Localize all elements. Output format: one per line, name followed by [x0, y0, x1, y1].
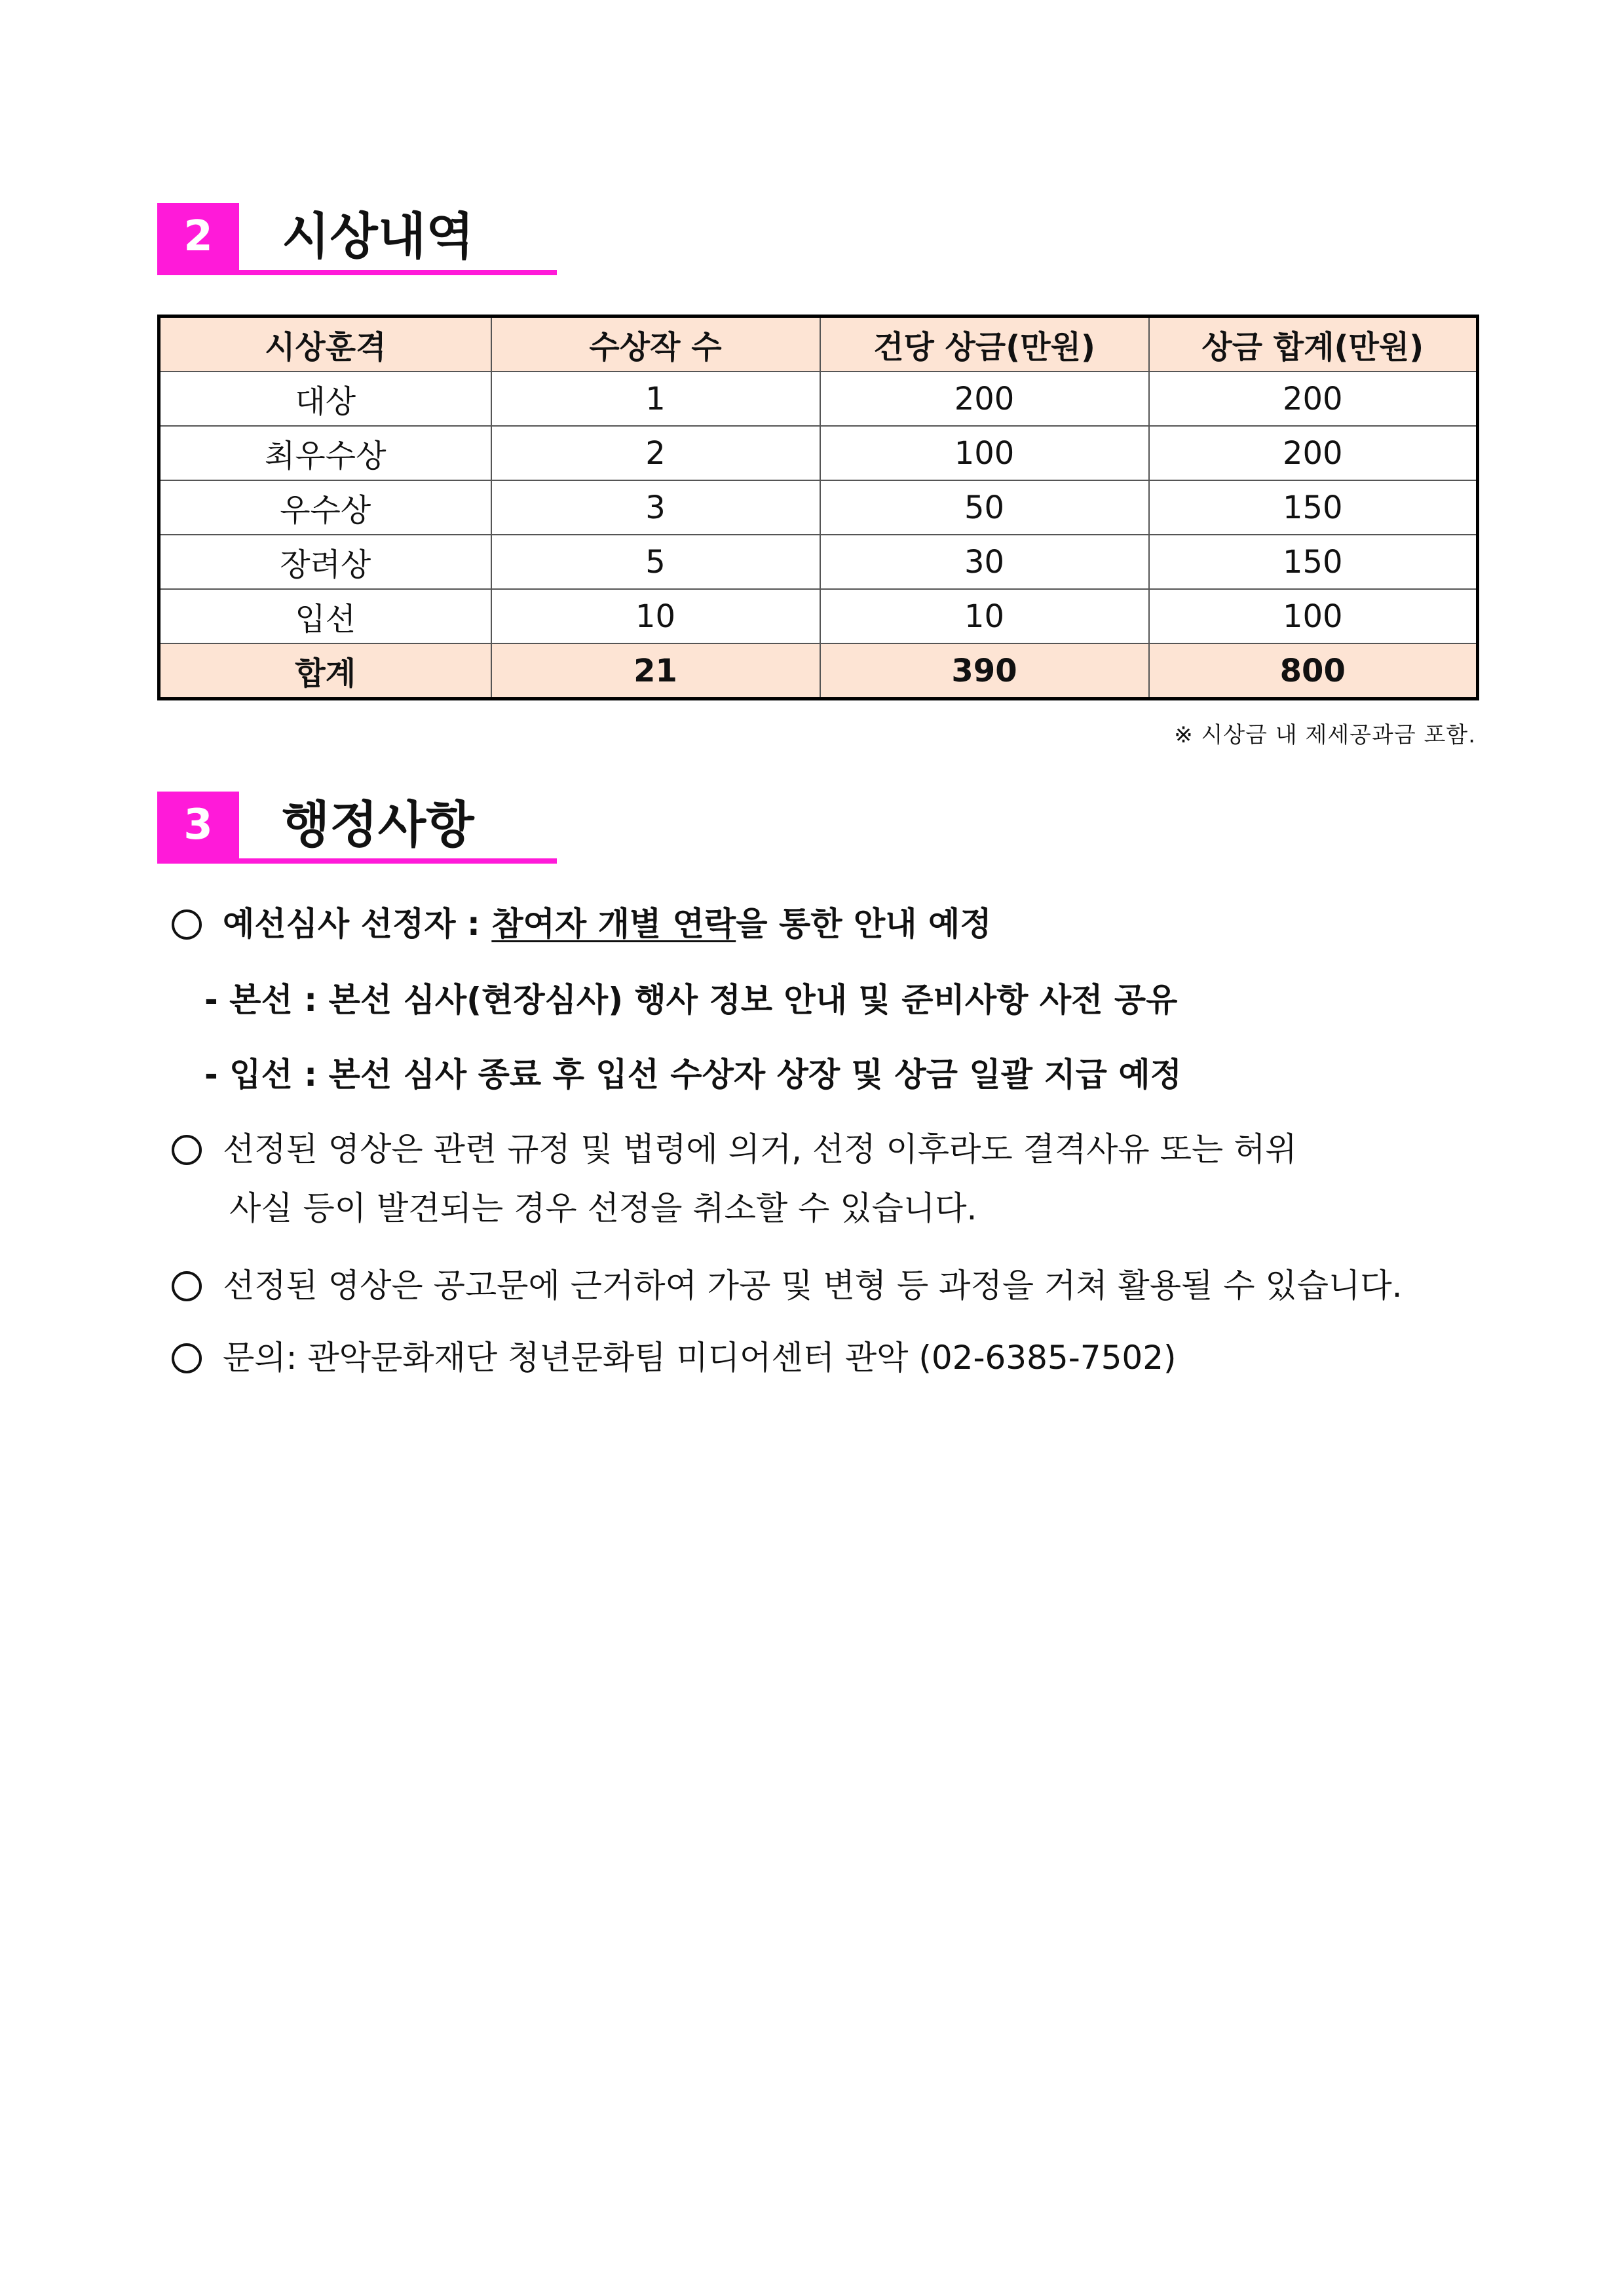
cell-count: 3: [491, 480, 820, 535]
section-3-number: 3: [157, 792, 239, 858]
item-disqualification: 선정된 영상은 관련 규정 및 법령에 의거, 선정 이후라도 결격사유 또는 허위: [172, 1128, 1297, 1170]
item-usage-rights: 선정된 영상은 공고문에 근거하여 가공 및 변형 등 과정을 거쳐 활용될 수 있습니다.: [172, 1265, 1403, 1307]
section-3-title: 행정사항: [282, 795, 474, 854]
cell-prize: 200: [820, 372, 1149, 426]
section-2-title: 시상내역: [282, 207, 474, 265]
cell-total: 150: [1149, 480, 1478, 535]
cell-count: 5: [491, 535, 820, 589]
header-prize-total: 상금 합계(만원): [1149, 316, 1478, 372]
cell-award: 우수상: [159, 480, 491, 535]
circle-bullet-icon: [172, 1135, 202, 1165]
cell-total: 200: [1149, 426, 1478, 480]
cell-count: 10: [491, 589, 820, 643]
cell-total: 100: [1149, 589, 1478, 643]
cell-award: 장려상: [159, 535, 491, 589]
cell-count: 1: [491, 372, 820, 426]
section-2-heading: [157, 203, 557, 274]
total-count: 21: [491, 643, 820, 699]
table-row: [159, 535, 1478, 589]
circle-bullet-icon: [172, 909, 202, 940]
table-total-row: [159, 643, 1478, 699]
header-prize-per-entry: 건당 상금(만원): [820, 316, 1149, 372]
table-row: [159, 426, 1478, 480]
cell-award: 최우수상: [159, 426, 491, 480]
item-honorable-mention: - 입선 : 본선 심사 종료 후 입선 수상자 상장 및 상금 일괄 지급 예정: [204, 1056, 1182, 1094]
cell-prize: 30: [820, 535, 1149, 589]
section-3-heading: [157, 792, 557, 862]
total-sum: 800: [1149, 643, 1478, 699]
cell-prize: 50: [820, 480, 1149, 535]
cell-prize: 100: [820, 426, 1149, 480]
cell-total: 200: [1149, 372, 1478, 426]
total-prize: 390: [820, 643, 1149, 699]
table-row: [159, 480, 1478, 535]
item-preliminary-selection: 예선심사 선정자 : 참여자 개별 연락을 통한 안내 예정: [172, 903, 992, 945]
cell-award: 대상: [159, 372, 491, 426]
header-winner-count: 수상작 수: [491, 316, 820, 372]
cell-total: 150: [1149, 535, 1478, 589]
table-row: [159, 372, 1478, 426]
section-3-underline: [157, 858, 557, 864]
cell-prize: 10: [820, 589, 1149, 643]
awards-table: [157, 315, 1479, 700]
section-2-underline: [157, 270, 557, 275]
section-2-number: 2: [157, 203, 239, 270]
underlined-text: 참여자 개별 연락: [491, 905, 736, 943]
table-header-row: [159, 316, 1478, 372]
cell-award: 입선: [159, 589, 491, 643]
tax-note: ※ 시상금 내 제세공과금 포함.: [1174, 722, 1476, 748]
item-finals: - 본선 : 본선 심사(현장심사) 행사 정보 안내 및 준비사항 사전 공유: [204, 981, 1178, 1019]
circle-bullet-icon: [172, 1343, 202, 1373]
total-label: 합계: [159, 643, 491, 699]
item-contact: 문의: 관악문화재단 청년문화팀 미디어센터 관악 (02-6385-7502): [172, 1337, 1177, 1379]
cell-count: 2: [491, 426, 820, 480]
item-disqualification-line2: 사실 등이 발견되는 경우 선정을 취소할 수 있습니다.: [229, 1189, 977, 1227]
header-award-grade: 시상훈격: [159, 316, 491, 372]
table-row: [159, 589, 1478, 643]
circle-bullet-icon: [172, 1271, 202, 1301]
